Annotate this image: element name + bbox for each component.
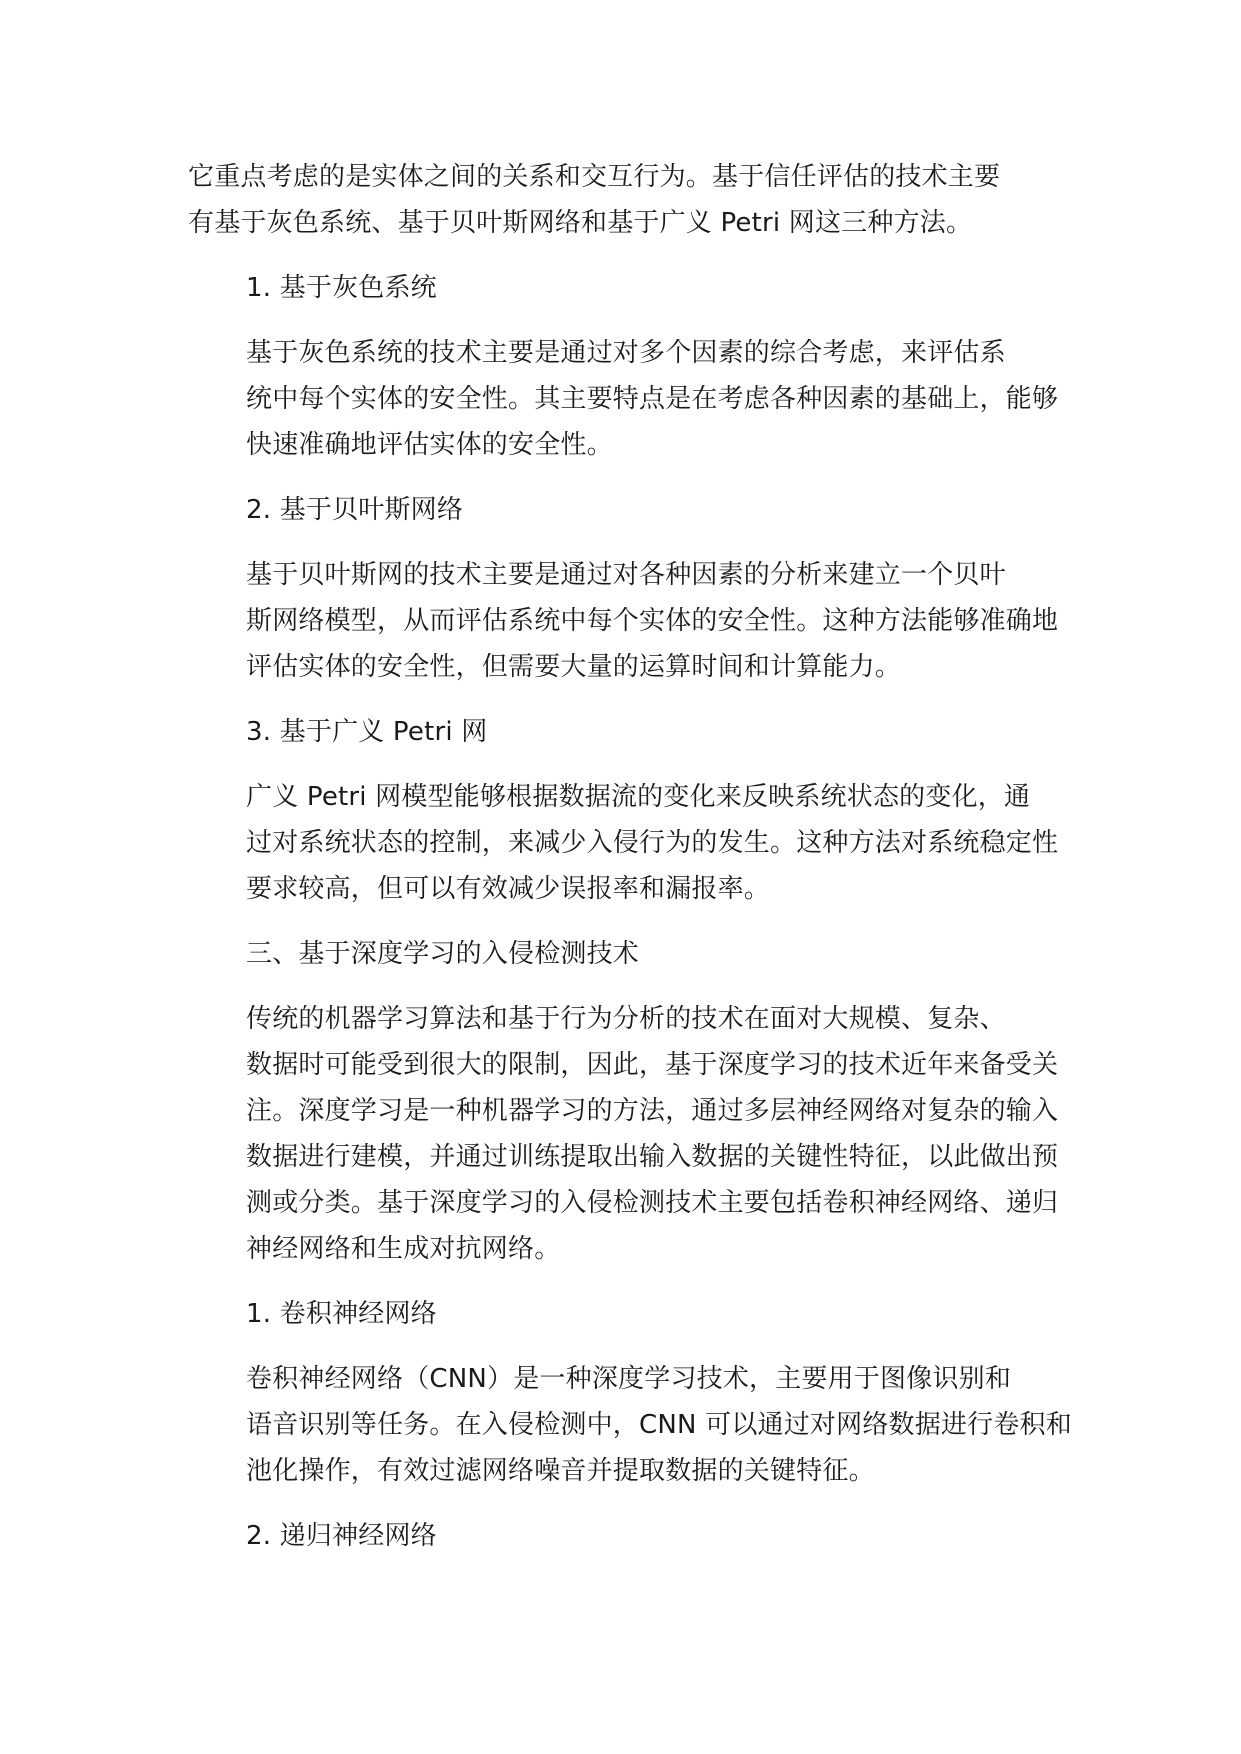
text-line: 神经网络和生成对抗网络。: [246, 1234, 561, 1264]
document-body: [188, 154, 1072, 1559]
text-line: 测或分类。基于深度学习的入侵检测技术主要包括卷积神经网络、递归: [246, 1188, 1059, 1218]
text-line: 池化操作，有效过滤网络噪音并提取数据的关键特征。: [246, 1456, 875, 1486]
section-heading: [188, 931, 1058, 977]
text-line: 2. 递归神经网络: [246, 1521, 437, 1551]
section-heading: [188, 265, 1058, 311]
section-heading: [188, 1513, 1058, 1559]
text-line: 1. 基于灰色系统: [246, 273, 437, 303]
text-line: 斯网络模型，从而评估系统中每个实体的安全性。这种方法能够准确地: [246, 606, 1059, 636]
text-line: 过对系统状态的控制，来减少入侵行为的发生。这种方法对系统稳定性: [246, 828, 1059, 858]
text-line: 1. 卷积神经网络: [246, 1299, 437, 1329]
body-paragraph: [188, 1356, 1072, 1494]
text-line: 快速准确地评估实体的安全性。: [246, 430, 613, 460]
body-paragraph: [188, 154, 1058, 246]
text-line: 注。深度学习是一种机器学习的方法，通过多层神经网络对复杂的输入: [246, 1096, 1059, 1126]
text-line: 它重点考虑的是实体之间的关系和交互行为。基于信任评估的技术主要: [188, 162, 1001, 192]
text-line: 基于贝叶斯网的技术主要是通过对各种因素的分析来建立一个贝叶: [246, 560, 1006, 590]
section-heading: [188, 1291, 1058, 1337]
text-line: 传统的机器学习算法和基于行为分析的技术在面对大规模、复杂、: [246, 1004, 1006, 1034]
text-line: 卷积神经网络（CNN）是一种深度学习技术，主要用于图像识别和: [246, 1364, 1012, 1394]
text-line: 基于灰色系统的技术主要是通过对多个因素的综合考虑，来评估系: [246, 338, 1006, 368]
text-line: 广义 Petri 网模型能够根据数据流的变化来反映系统状态的变化，通: [246, 782, 1031, 812]
body-paragraph: [188, 552, 1058, 690]
body-paragraph: [188, 330, 1058, 468]
body-paragraph: [188, 774, 1058, 912]
text-line: 语音识别等任务。在入侵检测中，CNN 可以通过对网络数据进行卷积和: [246, 1410, 1072, 1440]
body-paragraph: [188, 996, 1058, 1272]
text-line: 数据时可能受到很大的限制，因此，基于深度学习的技术近年来备受关: [246, 1050, 1059, 1080]
text-line: 三、基于深度学习的入侵检测技术: [246, 939, 640, 969]
text-line: 评估实体的安全性，但需要大量的运算时间和计算能力。: [246, 652, 902, 682]
text-line: 要求较高，但可以有效减少误报率和漏报率。: [246, 874, 771, 904]
section-heading: [188, 487, 1058, 533]
section-heading: [188, 709, 1058, 755]
text-line: 数据进行建模，并通过训练提取出输入数据的关键性特征，以此做出预: [246, 1142, 1059, 1172]
text-line: 3. 基于广义 Petri 网: [246, 717, 488, 747]
text-line: 有基于灰色系统、基于贝叶斯网络和基于广义 Petri 网这三种方法。: [188, 208, 973, 238]
text-line: 2. 基于贝叶斯网络: [246, 495, 464, 525]
text-line: 统中每个实体的安全性。其主要特点是在考虑各种因素的基础上，能够: [246, 384, 1059, 414]
